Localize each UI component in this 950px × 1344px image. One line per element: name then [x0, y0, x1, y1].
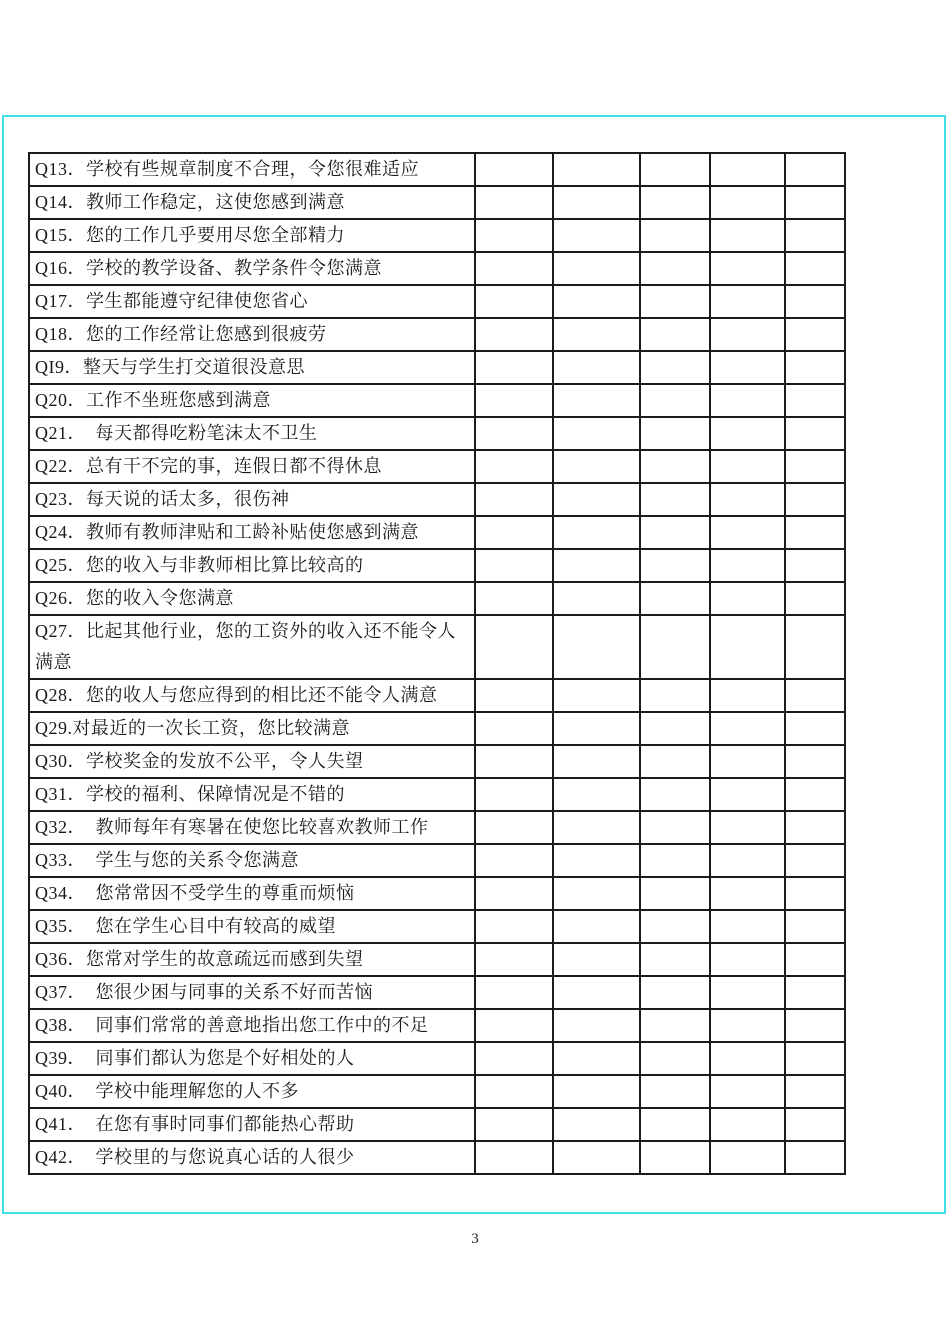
answer-cell [710, 450, 785, 483]
table-row [29, 943, 845, 976]
question-cell: Q41． 在您有事时同事们都能热心帮助 [29, 1108, 475, 1141]
answer-cell [710, 679, 785, 712]
answer-cell [475, 877, 553, 910]
answer-cell [475, 1108, 553, 1141]
answer-cell [785, 1042, 845, 1075]
page-number: 3 [471, 1231, 479, 1247]
answer-cell [475, 943, 553, 976]
answer-cell [553, 483, 640, 516]
answer-cell [475, 582, 553, 615]
answer-cell [710, 778, 785, 811]
answer-cell [475, 186, 553, 219]
question-cell: Q22．总有干不完的事，连假日都不得休息 [29, 450, 475, 483]
answer-cell [553, 679, 640, 712]
table-row [29, 252, 845, 285]
question-cell: Q13．学校有些规章制度不合理，令您很难适应 [29, 153, 475, 186]
answer-cell [785, 1075, 845, 1108]
answer-cell [475, 450, 553, 483]
answer-cell [710, 351, 785, 384]
question-cell: Q38． 同事们常常的善意地指出您工作中的不足 [29, 1009, 475, 1042]
answer-cell [785, 1108, 845, 1141]
answer-cell [785, 745, 845, 778]
answer-cell [710, 811, 785, 844]
answer-cell [710, 943, 785, 976]
table-row [29, 910, 845, 943]
answer-cell [553, 417, 640, 450]
answer-cell [710, 186, 785, 219]
question-cell: Q40． 学校中能理解您的人不多 [29, 1075, 475, 1108]
question-cell: Q31．学校的福利、保障情况是不错的 [29, 778, 475, 811]
answer-cell [553, 351, 640, 384]
answer-cell [785, 910, 845, 943]
answer-cell [710, 910, 785, 943]
question-cell: Q28．您的收人与您应得到的相比还不能令人满意 [29, 679, 475, 712]
answer-cell [710, 844, 785, 877]
answer-cell [710, 549, 785, 582]
table-row [29, 516, 845, 549]
answer-cell [640, 1009, 710, 1042]
answer-cell [553, 318, 640, 351]
answer-cell [475, 811, 553, 844]
answer-cell [785, 976, 845, 1009]
answer-cell [710, 1108, 785, 1141]
answer-cell [710, 516, 785, 549]
answer-cell [475, 351, 553, 384]
table-row [29, 679, 845, 712]
table-row [29, 778, 845, 811]
answer-cell [785, 1141, 845, 1174]
answer-cell [785, 318, 845, 351]
answer-cell [710, 877, 785, 910]
answer-cell [640, 582, 710, 615]
question-cell: Q35． 您在学生心目中有较高的威望 [29, 910, 475, 943]
answer-cell [553, 844, 640, 877]
answer-cell [475, 712, 553, 745]
answer-cell [553, 811, 640, 844]
question-cell: Q24．教师有教师津贴和工龄补贴使您感到满意 [29, 516, 475, 549]
answer-cell [553, 712, 640, 745]
answer-cell [553, 1042, 640, 1075]
answer-cell [553, 943, 640, 976]
answer-cell [553, 450, 640, 483]
answer-cell [553, 252, 640, 285]
answer-cell [785, 615, 845, 679]
table-row [29, 1141, 845, 1174]
answer-cell [640, 679, 710, 712]
answer-cell [640, 778, 710, 811]
answer-cell [475, 615, 553, 679]
answer-cell [475, 844, 553, 877]
answer-cell [785, 712, 845, 745]
question-cell: Q37． 您很少困与同事的关系不好而苦恼 [29, 976, 475, 1009]
questionnaire-table [28, 152, 846, 1175]
table-row [29, 318, 845, 351]
answer-cell [785, 549, 845, 582]
question-cell: Q39． 同事们都认为您是个好相处的人 [29, 1042, 475, 1075]
answer-cell [553, 219, 640, 252]
answer-cell [640, 1042, 710, 1075]
question-cell: Q17．学生都能遵守纪律使您省心 [29, 285, 475, 318]
answer-cell [710, 318, 785, 351]
question-cell: Q34． 您常常因不受学生的尊重而烦恼 [29, 877, 475, 910]
table-row [29, 712, 845, 745]
answer-cell [710, 384, 785, 417]
answer-cell [785, 1009, 845, 1042]
answer-cell [640, 1075, 710, 1108]
answer-cell [475, 778, 553, 811]
table-row [29, 1042, 845, 1075]
table-row [29, 582, 845, 615]
answer-cell [640, 252, 710, 285]
table-row [29, 351, 845, 384]
table-row [29, 219, 845, 252]
answer-cell [553, 582, 640, 615]
answer-cell [785, 417, 845, 450]
answer-cell [640, 483, 710, 516]
answer-cell [475, 1075, 553, 1108]
answer-cell [475, 516, 553, 549]
table-row [29, 384, 845, 417]
question-cell: QI9．整天与学生打交道很没意思 [29, 351, 475, 384]
question-cell: Q21． 每天都得吃粉笔沫太不卫生 [29, 417, 475, 450]
answer-cell [710, 745, 785, 778]
answer-cell [475, 153, 553, 186]
answer-cell [710, 153, 785, 186]
answer-cell [553, 615, 640, 679]
answer-cell [553, 186, 640, 219]
answer-cell [640, 549, 710, 582]
question-cell: Q15．您的工作几乎要用尽您全部精力 [29, 219, 475, 252]
answer-cell [710, 483, 785, 516]
answer-cell [785, 450, 845, 483]
table-row [29, 450, 845, 483]
answer-cell [710, 976, 785, 1009]
answer-cell [710, 1141, 785, 1174]
table-row [29, 1108, 845, 1141]
answer-cell [710, 582, 785, 615]
question-cell: Q42． 学校里的与您说真心话的人很少 [29, 1141, 475, 1174]
answer-cell [553, 285, 640, 318]
answer-cell [475, 679, 553, 712]
answer-cell [553, 516, 640, 549]
answer-cell [475, 252, 553, 285]
answer-cell [640, 153, 710, 186]
answer-cell [785, 582, 845, 615]
answer-cell [640, 1141, 710, 1174]
answer-cell [475, 483, 553, 516]
question-cell: Q33． 学生与您的关系令您满意 [29, 844, 475, 877]
answer-cell [785, 252, 845, 285]
answer-cell [475, 1141, 553, 1174]
answer-cell [553, 778, 640, 811]
answer-cell [640, 450, 710, 483]
answer-cell [710, 285, 785, 318]
answer-cell [710, 219, 785, 252]
answer-cell [553, 549, 640, 582]
answer-cell [640, 285, 710, 318]
question-cell: Q20．工作不坐班您感到满意 [29, 384, 475, 417]
answer-cell [640, 318, 710, 351]
table-row [29, 153, 845, 186]
table-row [29, 549, 845, 582]
answer-cell [785, 679, 845, 712]
answer-cell [553, 745, 640, 778]
answer-cell [785, 153, 845, 186]
answer-cell [785, 844, 845, 877]
question-cell: Q23．每天说的话太多，很伤神 [29, 483, 475, 516]
answer-cell [553, 1141, 640, 1174]
answer-cell [710, 1042, 785, 1075]
answer-cell [553, 384, 640, 417]
answer-cell [785, 351, 845, 384]
question-cell: Q26．您的收入令您满意 [29, 582, 475, 615]
answer-cell [640, 844, 710, 877]
answer-cell [640, 1108, 710, 1141]
answer-cell [553, 910, 640, 943]
question-cell: Q25．您的收入与非教师相比算比较高的 [29, 549, 475, 582]
answer-cell [475, 318, 553, 351]
answer-cell [553, 1009, 640, 1042]
table-row [29, 745, 845, 778]
answer-cell [475, 976, 553, 1009]
answer-cell [640, 745, 710, 778]
table-row [29, 1075, 845, 1108]
answer-cell [785, 778, 845, 811]
answer-cell [710, 1009, 785, 1042]
questionnaire-table-body [29, 153, 845, 1174]
question-cell: Q16．学校的教学设备、教学条件令您满意 [29, 252, 475, 285]
answer-cell [475, 745, 553, 778]
answer-cell [553, 976, 640, 1009]
answer-cell [640, 384, 710, 417]
answer-cell [640, 615, 710, 679]
table-row [29, 483, 845, 516]
table-row [29, 877, 845, 910]
table-row [29, 615, 845, 679]
question-cell: Q14．教师工作稳定，这使您感到满意 [29, 186, 475, 219]
answer-cell [640, 976, 710, 1009]
answer-cell [475, 285, 553, 318]
table-row [29, 844, 845, 877]
table-row [29, 1009, 845, 1042]
question-cell: Q18．您的工作经常让您感到很疲劳 [29, 318, 475, 351]
answer-cell [640, 219, 710, 252]
answer-cell [785, 285, 845, 318]
answer-cell [710, 1075, 785, 1108]
answer-cell [553, 877, 640, 910]
answer-cell [785, 384, 845, 417]
answer-cell [475, 1042, 553, 1075]
answer-cell [553, 1075, 640, 1108]
answer-cell [640, 712, 710, 745]
answer-cell [710, 615, 785, 679]
answer-cell [553, 1108, 640, 1141]
answer-cell [475, 549, 553, 582]
answer-cell [640, 811, 710, 844]
answer-cell [640, 943, 710, 976]
answer-cell [640, 516, 710, 549]
question-cell: Q29.对最近的一次长工资，您比较满意 [29, 712, 475, 745]
answer-cell [475, 417, 553, 450]
answer-cell [553, 153, 640, 186]
answer-cell [710, 417, 785, 450]
answer-cell [785, 811, 845, 844]
table-row [29, 811, 845, 844]
answer-cell [785, 943, 845, 976]
answer-cell [640, 417, 710, 450]
answer-cell [640, 877, 710, 910]
answer-cell [710, 252, 785, 285]
answer-cell [785, 877, 845, 910]
answer-cell [475, 1009, 553, 1042]
answer-cell [785, 219, 845, 252]
answer-cell [710, 712, 785, 745]
answer-cell [640, 186, 710, 219]
answer-cell [475, 910, 553, 943]
answer-cell [475, 219, 553, 252]
table-row [29, 976, 845, 1009]
answer-cell [640, 351, 710, 384]
answer-cell [785, 186, 845, 219]
table-row [29, 285, 845, 318]
question-cell: Q27．比起其他行业，您的工资外的收入还不能令人满意 [29, 615, 475, 679]
answer-cell [785, 483, 845, 516]
table-row [29, 417, 845, 450]
answer-cell [785, 516, 845, 549]
table-row [29, 186, 845, 219]
question-cell: Q30．学校奖金的发放不公平，令人失望 [29, 745, 475, 778]
question-cell: Q36．您常对学生的故意疏远而感到失望 [29, 943, 475, 976]
question-cell: Q32． 教师每年有寒暑在使您比较喜欢教师工作 [29, 811, 475, 844]
answer-cell [640, 910, 710, 943]
answer-cell [475, 384, 553, 417]
